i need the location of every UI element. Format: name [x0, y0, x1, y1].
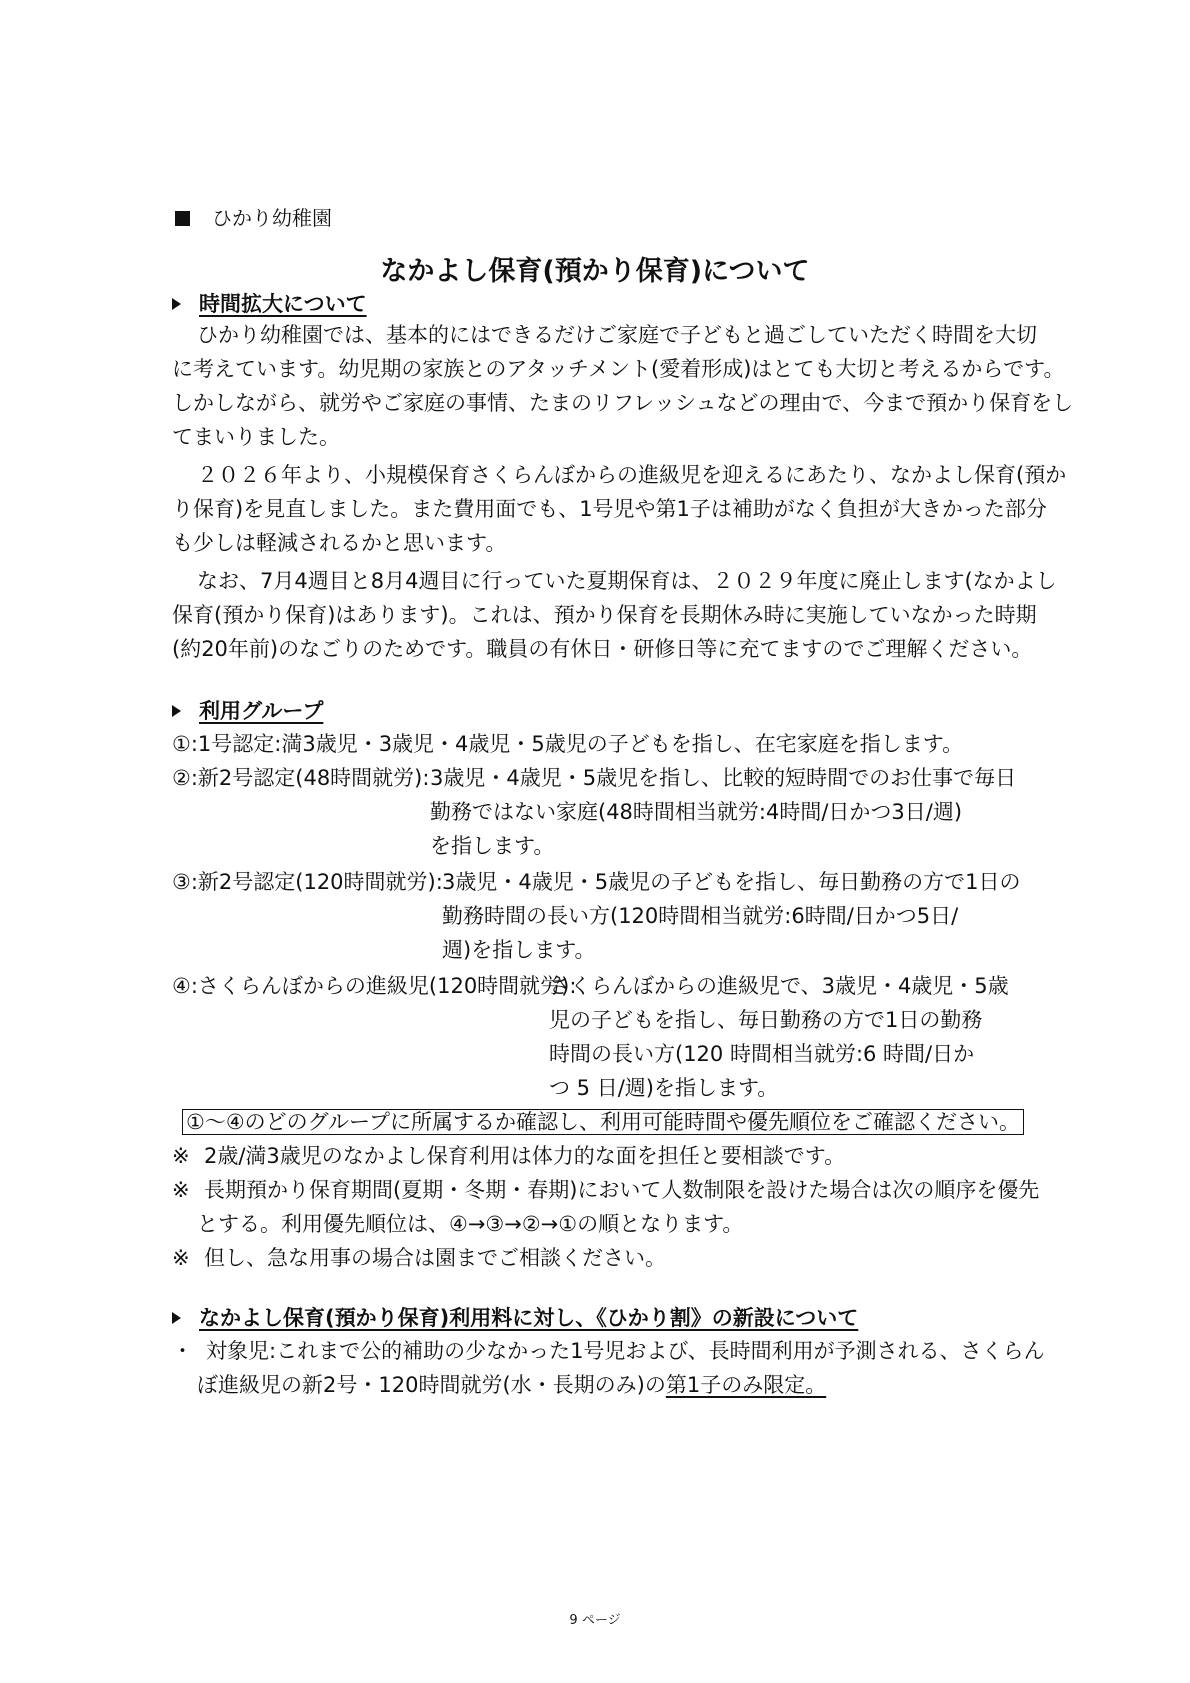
boxed-notice: ①～④のどのグループに所属するか確認し、利用可能時間や優先順位をご確認ください。	[182, 1109, 1024, 1135]
section-heading-user-groups	[172, 696, 323, 726]
section-title: 利用グループ	[199, 699, 324, 723]
group-3-line: 3歳児・4歳児・5歳児の子どもを指し、毎日勤務の方で1日の	[442, 870, 1021, 894]
group-4-label: ④:さくらんぼからの進級児(120時間就労):	[172, 974, 577, 998]
triangle-bullet-icon	[172, 705, 181, 717]
target-line-continued	[197, 1370, 826, 1400]
org-name: ひかり幼稚園	[212, 206, 332, 230]
paragraph-line: なお、7月4週目と8月4週目に行っていた夏期保育は、２０２９年度に廃止します(なかよし	[197, 569, 1057, 593]
group-2-line: 勤務ではない家庭(48時間相当就労:4時間/日かつ3日/週)	[430, 800, 963, 824]
target-line: 対象児:これまで公的補助の少なかった1号児および、長時間利用が予測される、さくらん	[206, 1339, 1045, 1363]
paragraph-line: ひかり幼稚園では、基本的にはできるだけご家庭で子どもと過ごしていただく時間を大切	[197, 323, 1037, 347]
note-2: 長期預かり保育期間(夏期・冬期・春期)において人数制限を設けた場合は次の順序を優先	[204, 1178, 1040, 1202]
group-4-line: 時間の長い方(120 時間相当就労:6 時間/日か	[549, 1042, 975, 1066]
note-mark: ※	[172, 1178, 190, 1202]
paragraph-line: (約20年前)のなごりのためです。職員の有休日・研修日等に充てますのでご理解ください。	[172, 637, 1033, 661]
triangle-bullet-icon	[172, 1312, 181, 1324]
target-text: ぼ進級児の新2号・120時間就労(水・長期のみ)の	[197, 1373, 666, 1397]
section-title: 時間拡大について	[199, 292, 367, 316]
group-3-line: 週)を指します。	[442, 938, 596, 962]
note-1: 2歳/満3歳児のなかよし保育利用は体力的な面を担任と要相談です。	[204, 1144, 846, 1168]
paragraph-line: てまいりました。	[172, 425, 340, 449]
square-bullet-icon	[175, 211, 190, 226]
group-3-line: 勤務時間の長い方(120時間相当就労:6時間/日かつ5日/	[442, 904, 959, 928]
bullet-dot: ・	[172, 1339, 193, 1363]
group-2-label: ②:新2号認定(48時間就労):	[172, 766, 430, 790]
org-heading	[175, 203, 332, 233]
target-emphasis: 第1子のみ限定。	[665, 1373, 827, 1397]
group-3-label: ③:新2号認定(120時間就労):	[172, 870, 443, 894]
page-number: 9 ページ	[569, 1613, 621, 1628]
group-4-line: つ 5 日/週)を指します。	[549, 1076, 779, 1100]
section-title: なかよし保育(預かり保育)利用料に対し、《ひかり割》の新設について	[199, 1306, 859, 1330]
section-heading-hikari-discount	[172, 1303, 858, 1333]
group-4-line: 児の子どもを指し、毎日勤務の方で1日の勤務	[549, 1008, 983, 1032]
page-title: なかよし保育(預かり保育)について	[380, 256, 810, 287]
paragraph-line: 保育(預かり保育)はあります)。これは、預かり保育を長期休み時に実施していなかった時期	[172, 603, 1037, 627]
note-mark: ※	[172, 1144, 190, 1168]
section-heading-time-expansion	[172, 289, 367, 319]
note-2-continued: とする。利用優先順位は、④→③→②→①の順となります。	[197, 1212, 744, 1236]
group-4-line: さくらんぼからの進級児で、3歳児・4歳児・5歳	[549, 974, 1009, 998]
paragraph-line: しかしながら、就労やご家庭の事情、たまのリフレッシュなどの理由で、今まで預かり保育をし	[172, 391, 1074, 415]
paragraph-line: も少しは軽減されるかと思います。	[172, 531, 507, 555]
paragraph-line: に考えています。幼児期の家族とのアタッチメント(愛着形成)はとても大切と考えるからです。	[172, 357, 1065, 381]
note-3: 但し、急な用事の場合は園までご相談ください。	[204, 1246, 666, 1270]
paragraph-line: ２０２６年より、小規模保育さくらんぼからの進級児を迎えるにあたり、なかよし保育(預か	[197, 463, 1067, 487]
triangle-bullet-icon	[172, 298, 181, 310]
confirm-notice-box	[182, 1107, 1024, 1137]
group-2-line: を指します。	[430, 834, 555, 858]
note-mark: ※	[172, 1246, 190, 1270]
paragraph-line: り保育)を見直しました。また費用面でも、1号児や第1子は補助がなく負担が大きかった部分	[172, 497, 1047, 521]
group-2-line: 3歳児・4歳児・5歳児を指し、比較的短時間でのお仕事で毎日	[430, 766, 1017, 790]
group-1: ①:1号認定:満3歳児・3歳児・4歳児・5歳児の子どもを指し、在宅家庭を指します。	[172, 732, 964, 756]
